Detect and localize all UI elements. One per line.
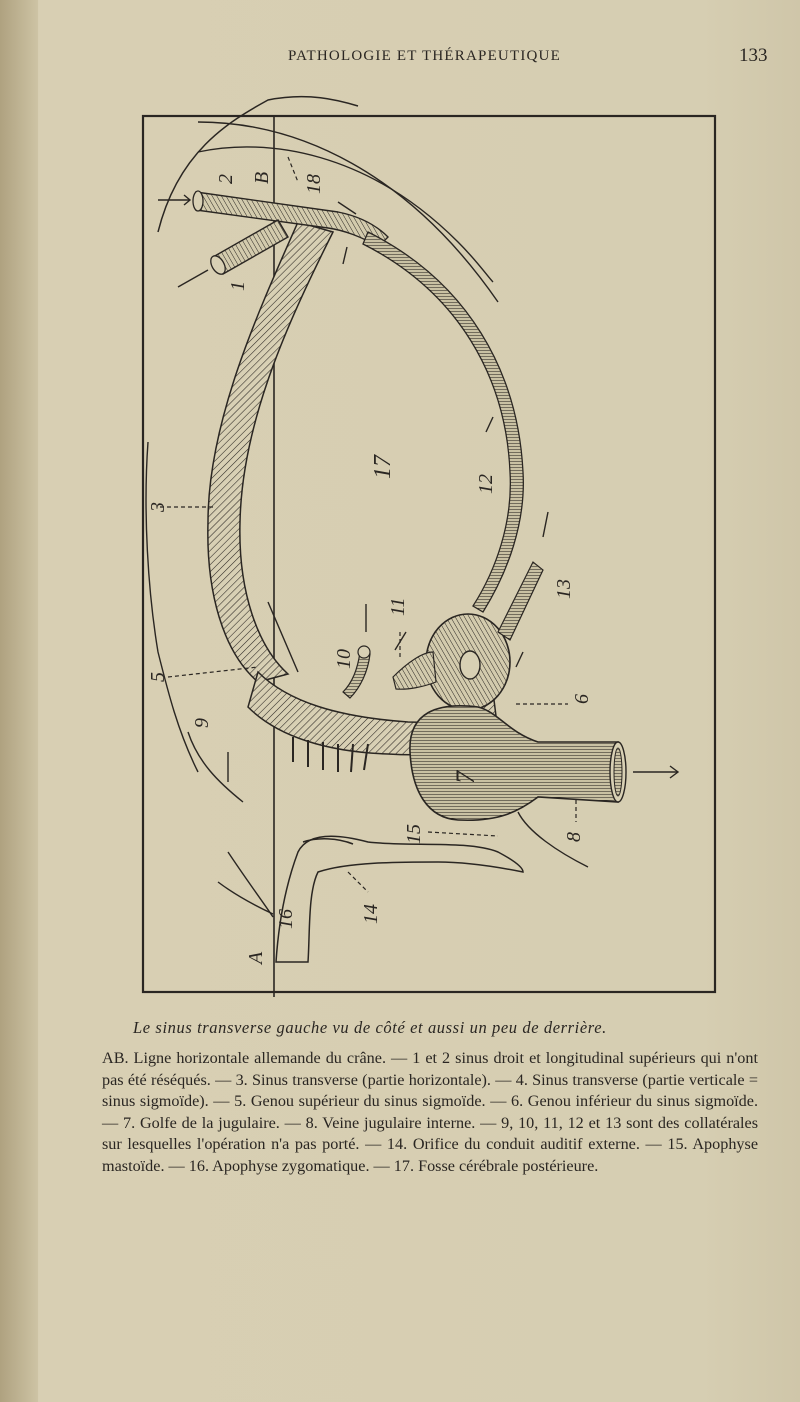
legend-text: AB. Ligne horizontale allemande du crâne. — 1 et 2 sinus droit et longitudinal supérieurs qui n'ont pas été réséqués. — 3. Sinus transverse (partie horizontale). — 4. Sinus transverse (partie verticale = sinus sigmoïde). — 5. Genou supérieur du sinus sigmoïde. — 6. Genou inférieur du sinus sigmoïde. — 7. Golfe de la jugulaire. — 8. Veine jugulaire interne. — 9, 10, 11, 12 et 13 sont des collatérales sur lesquelles l'opération n'a pas porté. — 14. Orifice du conduit auditif externe. — 15. Apophyse mastoïde. — 16. Apophyse zygomatique. — 17. Fosse cérébrale postérieure.: [102, 1049, 758, 1175]
label-6: 6: [571, 694, 593, 704]
label-14: 14: [360, 904, 382, 924]
label-12: 12: [475, 474, 497, 494]
mastoid-outline: [276, 836, 523, 962]
figure-drawing: [138, 92, 723, 1000]
label-13: 13: [553, 579, 575, 599]
label-5: 5: [147, 672, 169, 682]
header-title: PATHOLOGIE ET THÉRAPEUTIQUE: [288, 48, 561, 64]
label-B: B: [251, 171, 273, 184]
label-17: 17: [370, 455, 396, 479]
label-15: 15: [403, 824, 425, 844]
label-9: 9: [191, 718, 213, 728]
label-2: 2: [215, 174, 237, 184]
jugular-bulb: [410, 706, 618, 820]
figure-legend: [102, 1048, 758, 1177]
page-spine-shadow: [0, 0, 38, 1402]
label-3: 3: [147, 502, 169, 512]
label-A: A: [245, 951, 267, 964]
label-16: 16: [275, 909, 297, 929]
label-18: 18: [303, 174, 325, 194]
label-7: 7: [451, 771, 480, 784]
label-10: 10: [333, 649, 355, 669]
label-1: 1: [227, 281, 249, 291]
page-number: 133: [739, 45, 768, 66]
label-11: 11: [387, 597, 409, 616]
label-8: 8: [563, 832, 585, 842]
anatomical-figure: [138, 92, 723, 1000]
collateral-12: [363, 232, 523, 612]
figure-caption: Le sinus transverse gauche vu de côté et aussi un peu de derrière.: [133, 1018, 607, 1037]
running-header: [0, 45, 800, 72]
